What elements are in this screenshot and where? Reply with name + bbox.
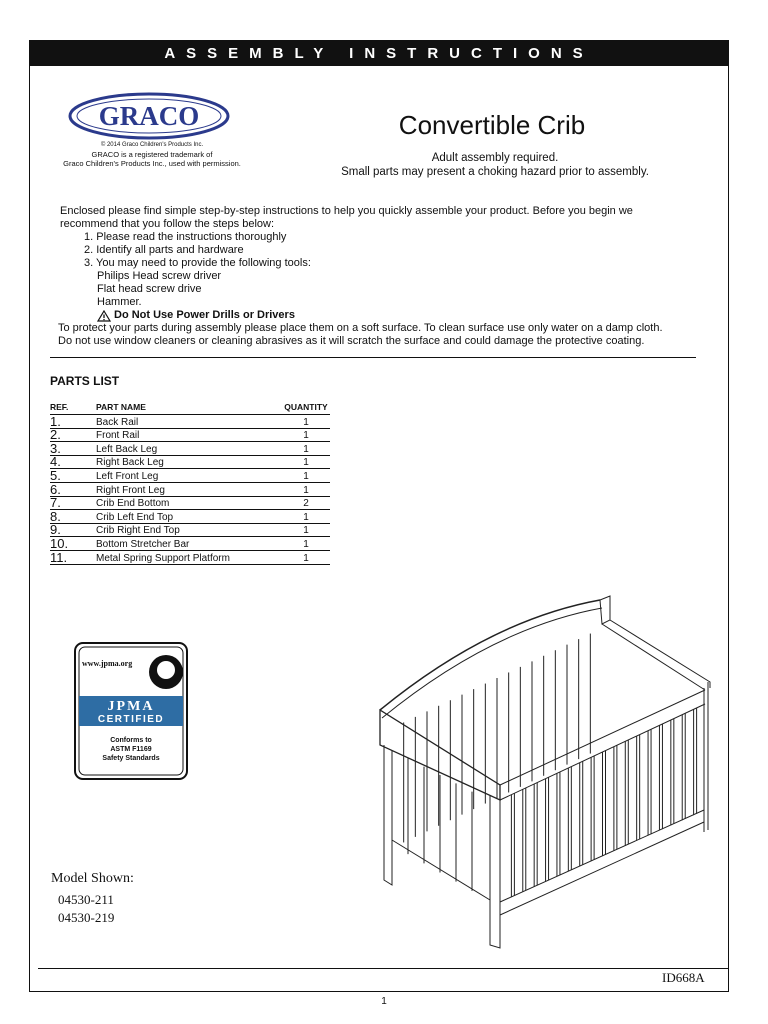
header-title: ASSEMBLY INSTRUCTIONS <box>164 44 594 62</box>
part-ref: 3. <box>50 440 61 456</box>
part-name: Left Back Leg <box>96 443 158 455</box>
warning-text: Do Not Use Power Drills or Drivers <box>114 309 295 321</box>
model-number: 04530-219 <box>58 910 115 925</box>
parts-row <box>50 442 330 456</box>
part-name: Right Back Leg <box>96 457 164 469</box>
part-ref: 2. <box>50 427 61 443</box>
parts-table <box>50 402 330 565</box>
warning-icon <box>97 310 111 322</box>
parts-row <box>50 469 330 483</box>
section-divider <box>50 357 696 358</box>
model-label: Model Shown: <box>51 871 134 886</box>
permission-line: Graco Children's Products Inc., used with permission. <box>63 159 241 168</box>
jpma-safety: Safety Standards <box>102 755 160 762</box>
part-ref: 11. <box>50 549 68 565</box>
step-item: 2. Identify all parts and hardware <box>84 244 244 256</box>
part-qty: 1 <box>303 525 309 537</box>
part-name: Front Rail <box>96 430 140 442</box>
care-line: Do not use window cleaners or cleaning abrasives as it will scratch the surface and could damage the protective coating. <box>58 335 645 347</box>
step-item: 3. You may need to provide the following tools: <box>84 257 311 269</box>
part-name: Bottom Stretcher Bar <box>96 538 190 550</box>
part-name: Metal Spring Support Platform <box>96 552 230 564</box>
trademark-line: GRACO is a registered trademark of <box>91 150 213 159</box>
intro-line: recommend that you follow the steps below: <box>60 218 275 230</box>
parts-row <box>50 415 330 429</box>
part-ref: 7. <box>50 495 61 511</box>
col-ref: REF. <box>50 402 69 412</box>
choking-hazard-notice: Small parts may present a choking hazard prior to assembly. <box>341 166 649 178</box>
parts-row <box>50 483 330 497</box>
part-ref: 4. <box>50 454 61 470</box>
part-qty: 1 <box>303 443 309 455</box>
part-ref: 1. <box>50 413 61 429</box>
header-bar <box>29 40 729 66</box>
part-ref: 8. <box>50 508 61 524</box>
jpma-standard: ASTM F1169 <box>110 746 152 753</box>
model-numbers <box>58 891 114 927</box>
parts-list-title: PARTS LIST <box>50 374 120 388</box>
parts-row <box>50 429 330 443</box>
part-name: Right Front Leg <box>96 484 165 496</box>
parts-row <box>50 510 330 524</box>
part-qty: 1 <box>303 416 309 428</box>
part-qty: 1 <box>303 511 309 523</box>
part-name: Crib Left End Top <box>96 511 174 523</box>
jpma-certified: CERTIFIED <box>97 714 165 725</box>
tool-item: Philips Head screw driver <box>97 270 222 282</box>
parts-table-header <box>50 402 330 415</box>
jpma-name: JPMA <box>107 699 155 714</box>
part-qty: 1 <box>303 457 309 469</box>
footer-divider <box>38 968 728 969</box>
part-qty: 1 <box>303 538 309 550</box>
product-title: Convertible Crib <box>398 110 586 140</box>
col-part-name: PART NAME <box>96 402 146 412</box>
product-notice <box>320 151 670 179</box>
crib-slats-back <box>404 634 591 843</box>
part-ref: 9. <box>50 522 61 538</box>
col-quantity: QUANTITY <box>284 402 328 412</box>
copyright-notice <box>52 141 252 168</box>
part-name: Crib Right End Top <box>96 525 180 537</box>
part-qty: 2 <box>303 498 309 510</box>
parts-row <box>50 456 330 470</box>
part-ref: 6. <box>50 481 61 497</box>
parts-row <box>50 537 330 551</box>
graco-logo <box>68 92 230 140</box>
model-number: 04530-211 <box>58 892 114 907</box>
parts-row <box>50 497 330 511</box>
part-name: Back Rail <box>96 416 139 428</box>
page-number: 1 <box>381 996 387 1007</box>
part-name: Crib End Bottom <box>96 498 170 510</box>
step-item: 1. Please read the instructions thoroughly <box>84 231 287 243</box>
part-ref: 10. <box>50 535 69 551</box>
jpma-certified-badge <box>74 642 188 780</box>
jpma-url: www.jpma.org <box>82 659 133 668</box>
parts-row <box>50 524 330 538</box>
part-name: Left Front Leg <box>96 470 159 482</box>
tool-item: Hammer. <box>97 296 142 308</box>
copyright-line: © 2014 Graco Children's Products Inc. <box>100 142 204 148</box>
tool-item: Flat head screw drive <box>97 283 202 295</box>
adult-assembly-notice: Adult assembly required. <box>431 152 559 164</box>
intro-line: Enclosed please find simple step-by-step instructions to help you quickly assemble your product. Before you begin we <box>60 205 633 217</box>
part-qty: 1 <box>303 552 309 564</box>
part-ref: 5. <box>50 467 61 483</box>
intro-text <box>60 205 710 348</box>
logo-text: GRACO <box>98 101 200 131</box>
part-qty: 1 <box>303 430 309 442</box>
power-tool-warning <box>60 309 710 322</box>
jpma-conforms: Conforms to <box>110 737 152 744</box>
document-id: ID668A <box>662 970 705 985</box>
part-qty: 1 <box>303 484 309 496</box>
crib-illustration <box>370 590 720 952</box>
care-line: To protect your parts during assembly please place them on a soft surface. To clean surface use only water on a damp cloth. <box>58 322 663 334</box>
part-qty: 1 <box>303 470 309 482</box>
parts-rows <box>50 415 330 565</box>
parts-row <box>50 551 330 565</box>
